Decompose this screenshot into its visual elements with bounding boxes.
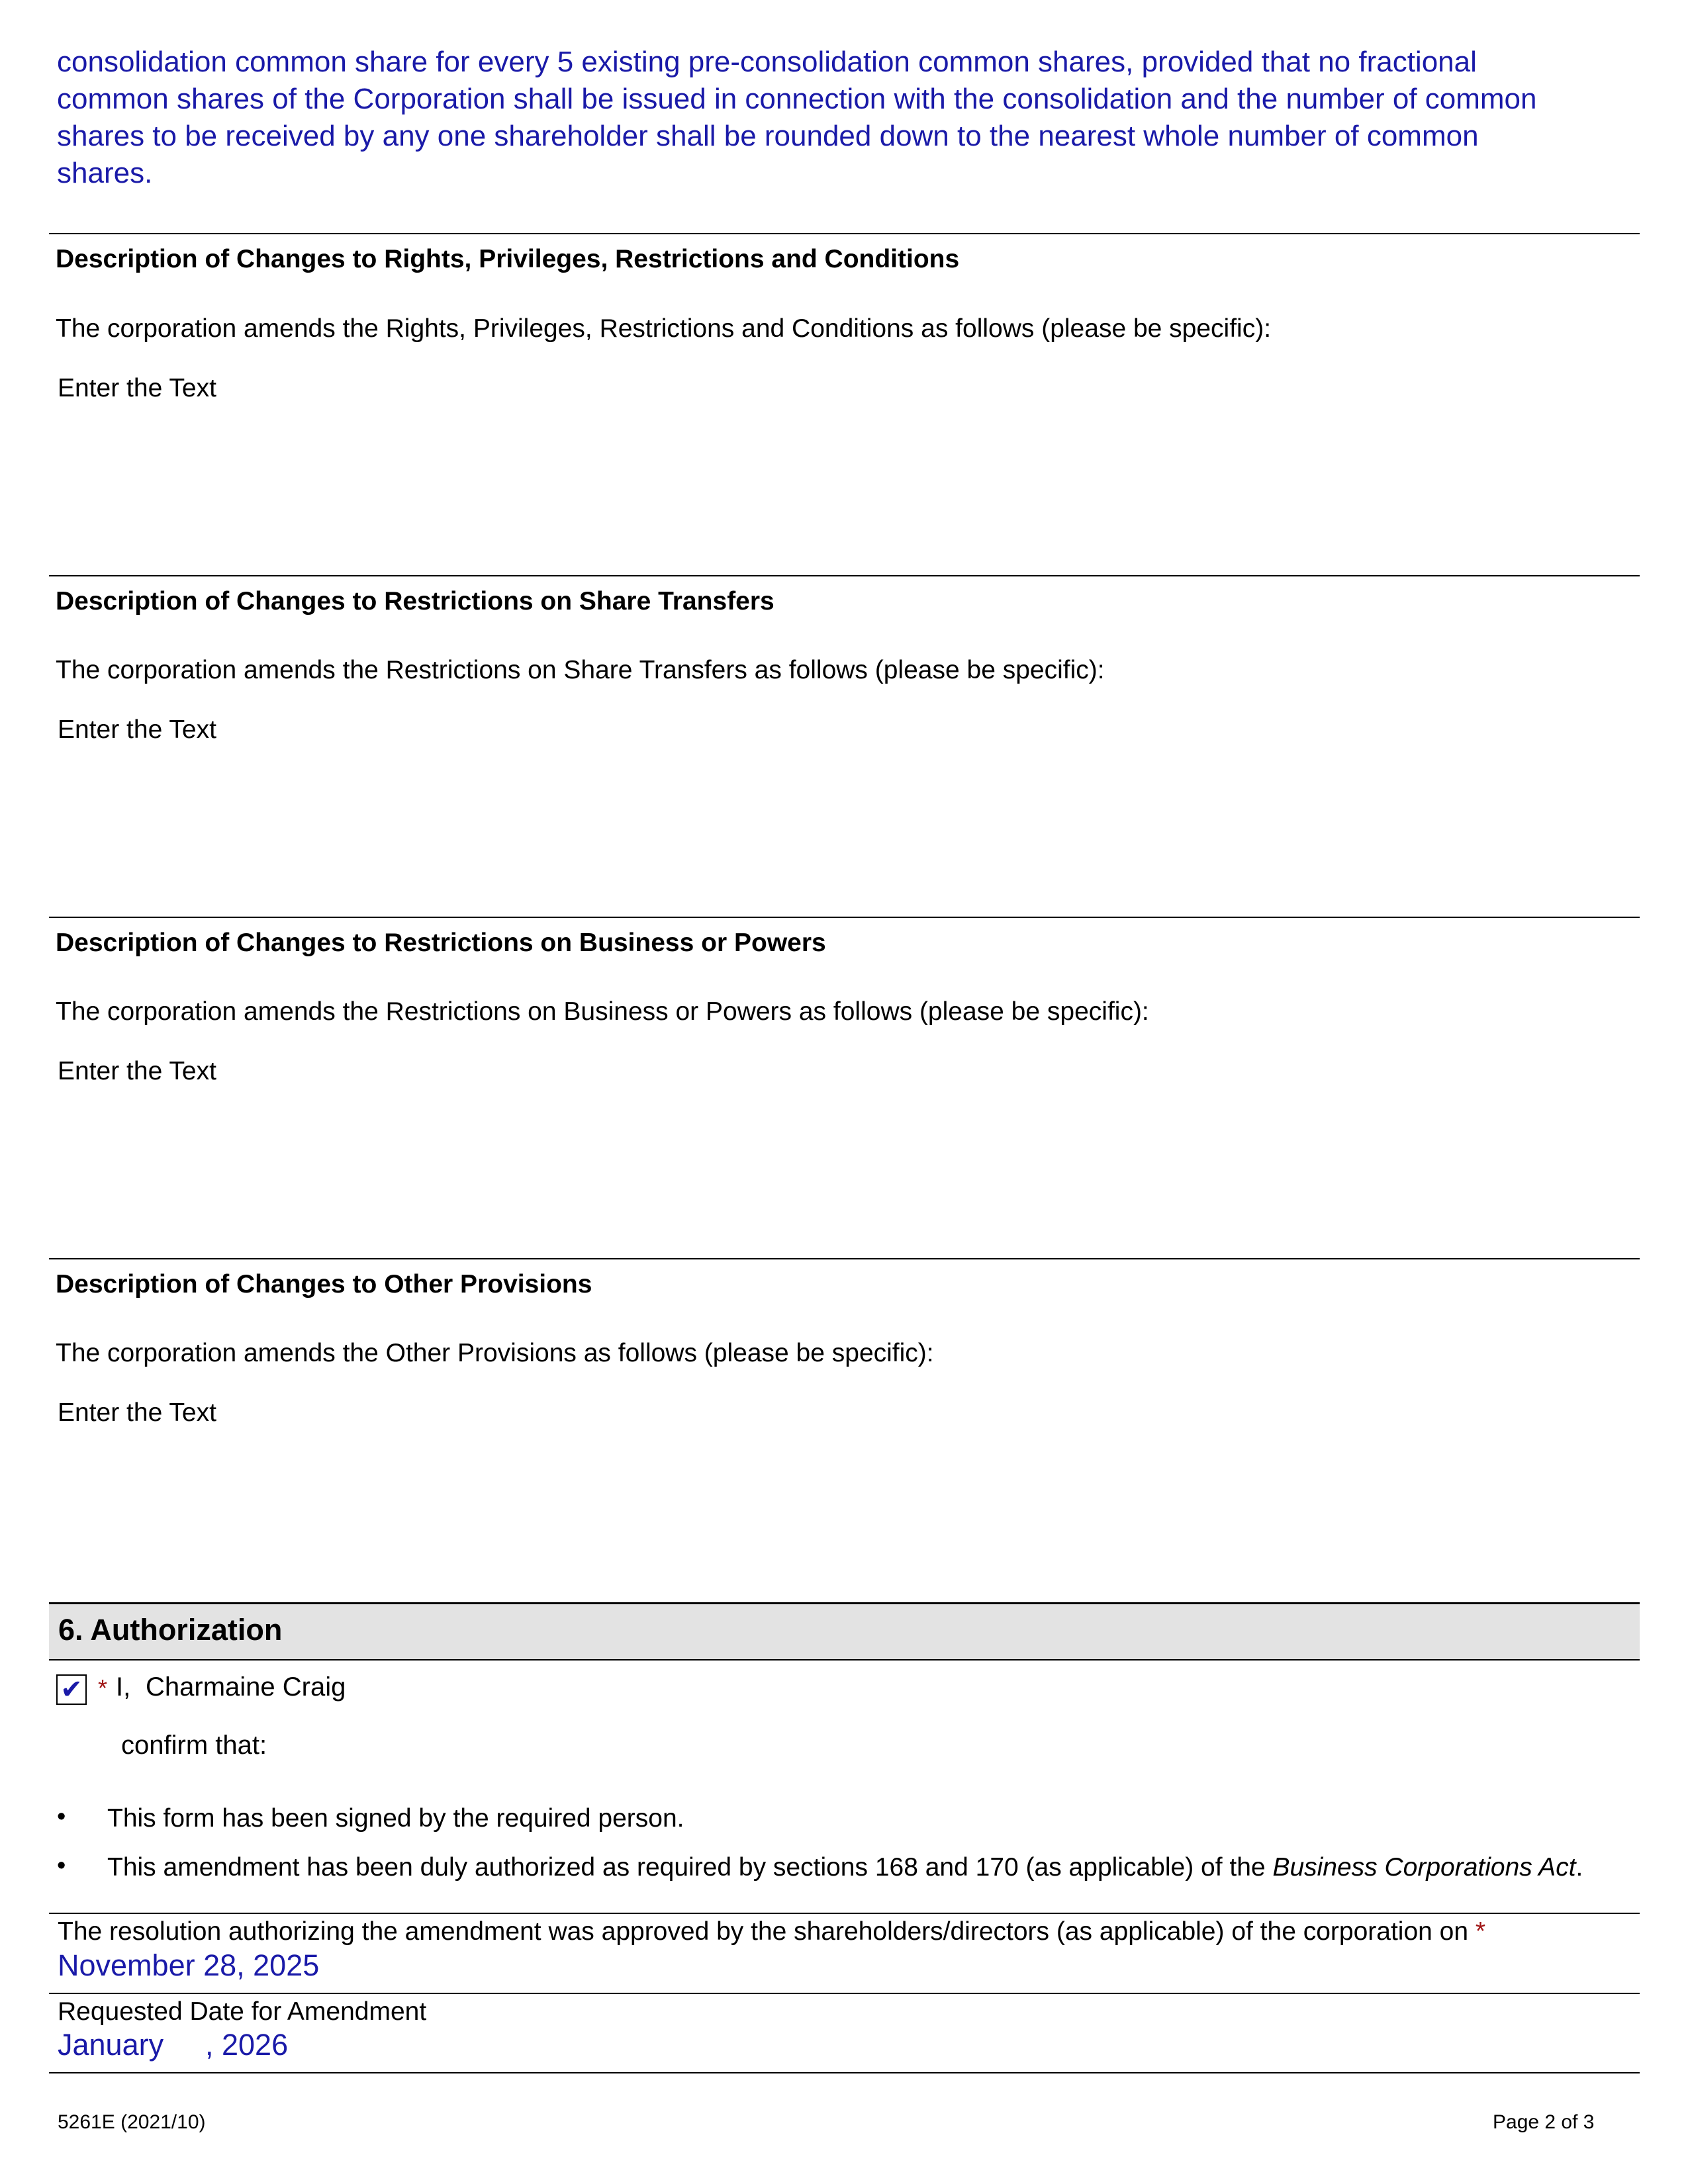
text-field-business-powers[interactable]: Enter the Text [58, 1057, 216, 1085]
intro-line: common shares of the Corporation shall be issued in connection with the consolidation and the number of common [57, 83, 1537, 115]
consolidation-text[interactable] [57, 44, 1639, 192]
divider [49, 233, 1640, 234]
page-number: Page 2 of 3 [1493, 2111, 1595, 2133]
divider [49, 1258, 1640, 1259]
requested-date-label: Requested Date for Amendment [58, 1997, 427, 2026]
confirmation-bullet-signed: This form has been signed by the required person. [107, 1804, 684, 1833]
required-asterisk: * [1475, 1917, 1486, 1946]
text-field-share-transfers[interactable]: Enter the Text [58, 715, 216, 744]
authorization-heading: 6. Authorization [58, 1613, 283, 1647]
section-desc-rights: The corporation amends the Rights, Privileges, Restrictions and Conditions as follows (please be specific): [56, 314, 1272, 343]
divider [49, 917, 1640, 918]
bullet2-period: . [1575, 1853, 1583, 1882]
divider [49, 2072, 1640, 2073]
divider [49, 575, 1640, 576]
required-asterisk: * [98, 1674, 108, 1702]
checkmark-icon: ✔ [60, 1675, 83, 1704]
resolution-label [58, 1917, 1485, 1946]
requested-month-field[interactable]: January [58, 2028, 164, 2062]
form-code: 5261E (2021/10) [58, 2111, 206, 2133]
section-desc-business-powers: The corporation amends the Restrictions on Business or Powers as follows (please be specific): [56, 997, 1149, 1026]
intro-line: consolidation common share for every 5 existing pre-consolidation common shares, provided that no fractional [57, 46, 1477, 78]
intro-line: shares to be received by any one shareholder shall be rounded down to the nearest whole number of common [57, 120, 1479, 152]
section-title-share-transfers: Description of Changes to Restrictions on Share Transfers [56, 587, 774, 615]
bullet-icon: • [57, 1803, 66, 1831]
i-label: I, [116, 1672, 131, 1702]
text-field-other-provisions[interactable]: Enter the Text [58, 1398, 216, 1427]
intro-line: shares. [57, 157, 153, 189]
resolution-label-text: The resolution authorizing the amendment was approved by the shareholders/directors (as applicable) of the corporation on [58, 1917, 1469, 1946]
act-name: Business Corporations Act [1272, 1853, 1576, 1882]
text-field-rights[interactable]: Enter the Text [58, 374, 216, 402]
section-title-other-provisions: Description of Changes to Other Provisions [56, 1270, 592, 1298]
signer-name-field[interactable]: Charmaine Craig [146, 1672, 346, 1702]
bullet2-text: This amendment has been duly authorized as required by sections 168 and 170 (as applicable) of the [107, 1853, 1273, 1882]
divider [49, 1913, 1640, 1914]
section-title-rights: Description of Changes to Rights, Privileges, Restrictions and Conditions [56, 245, 960, 273]
section-desc-other-provisions: The corporation amends the Other Provisions as follows (please be specific): [56, 1339, 934, 1367]
confirmation-bullet-authorized [107, 1853, 1583, 1882]
divider [49, 1993, 1640, 1994]
confirm-checkbox[interactable] [56, 1674, 87, 1705]
requested-year-field[interactable]: , 2026 [205, 2028, 289, 2062]
confirm-label: confirm that: [121, 1731, 267, 1760]
resolution-date-field[interactable]: November 28, 2025 [58, 1948, 320, 1982]
section-desc-share-transfers: The corporation amends the Restrictions on Share Transfers as follows (please be specific): [56, 656, 1105, 684]
bullet-icon: • [57, 1852, 66, 1880]
section-title-business-powers: Description of Changes to Restrictions on Business or Powers [56, 929, 826, 957]
authorization-header-band [49, 1602, 1640, 1661]
